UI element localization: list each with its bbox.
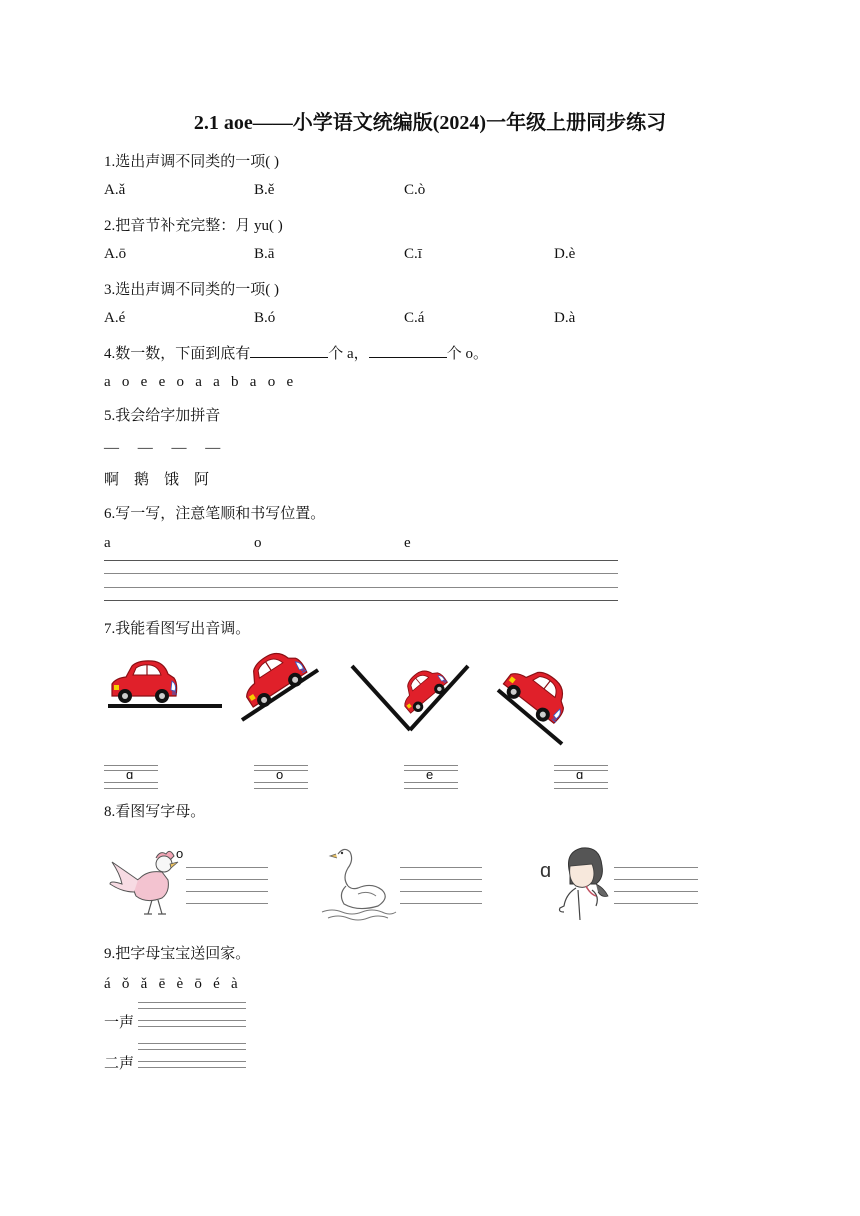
option-a[interactable]: A.ō — [104, 246, 127, 262]
car-falling-picture — [498, 656, 576, 744]
question-3: 3.选出声调不同类的一项( ) — [104, 282, 279, 298]
letter-a: a — [104, 535, 111, 551]
question-6: 6.写一写，注意笔顺和书写位置。 — [104, 506, 326, 522]
letter-e: e — [404, 535, 411, 551]
row-label: 二声 — [104, 1056, 135, 1072]
car-flat-picture — [108, 661, 222, 706]
tone-letter: ɑ — [576, 767, 584, 782]
tone-letter: o — [276, 767, 284, 782]
car-rising-picture — [234, 648, 318, 720]
option-d[interactable]: D.à — [554, 310, 576, 326]
page-title: 2.1 aoe——小学语文统编版(2024)一年级上册同步练习 — [193, 112, 667, 134]
car-dip-picture — [352, 662, 468, 730]
pinyin-blanks[interactable]: — — — — — [104, 440, 221, 456]
answer-blank-o[interactable] — [369, 343, 447, 358]
car-tone-pictures — [104, 648, 584, 750]
question-4 — [104, 342, 488, 363]
tone-letter: ɑ — [126, 767, 134, 782]
option-d[interactable]: D.è — [554, 246, 576, 262]
option-a[interactable]: A.ǎ — [104, 182, 126, 198]
question-4-text: 4.数一数，下面到底有 — [104, 346, 251, 362]
option-c[interactable]: C.ò — [404, 182, 426, 198]
option-b[interactable]: B.ó — [254, 310, 276, 326]
option-b[interactable]: B.ā — [254, 246, 275, 262]
question-4-text: 个 o。 — [446, 346, 488, 362]
question-5: 5.我会给字加拼音 — [104, 408, 221, 424]
tone-letter: e — [426, 767, 434, 782]
option-a[interactable]: A.é — [104, 310, 126, 326]
row-label: 一声 — [104, 1015, 135, 1031]
question-4-text: 个 a， — [328, 346, 369, 362]
question-1: 1.选出声调不同类的一项( ) — [104, 154, 279, 170]
letter-sequence: a o e e o a a b a o e — [104, 374, 294, 390]
picture-letter: o — [176, 846, 184, 861]
goose-picture — [318, 842, 398, 924]
character-row: 啊 鹅 饿 阿 — [104, 472, 210, 488]
picture-letter: ɑ — [540, 860, 552, 882]
option-c[interactable]: C.á — [404, 310, 425, 326]
letter-sequence: á ǒ ǎ ē è ō é à — [104, 976, 238, 992]
option-b[interactable]: B.ě — [254, 182, 275, 198]
letter-o: o — [254, 535, 262, 551]
question-2: 2.把音节补充完整：月 yu( ) — [104, 218, 283, 234]
question-9: 9.把字母宝宝送回家。 — [104, 946, 251, 962]
answer-blank-a[interactable] — [250, 343, 328, 358]
girl-picture — [556, 844, 616, 922]
question-7: 7.我能看图写出音调。 — [104, 621, 251, 637]
question-8: 8.看图写字母。 — [104, 804, 206, 820]
option-c[interactable]: C.ī — [404, 246, 422, 262]
